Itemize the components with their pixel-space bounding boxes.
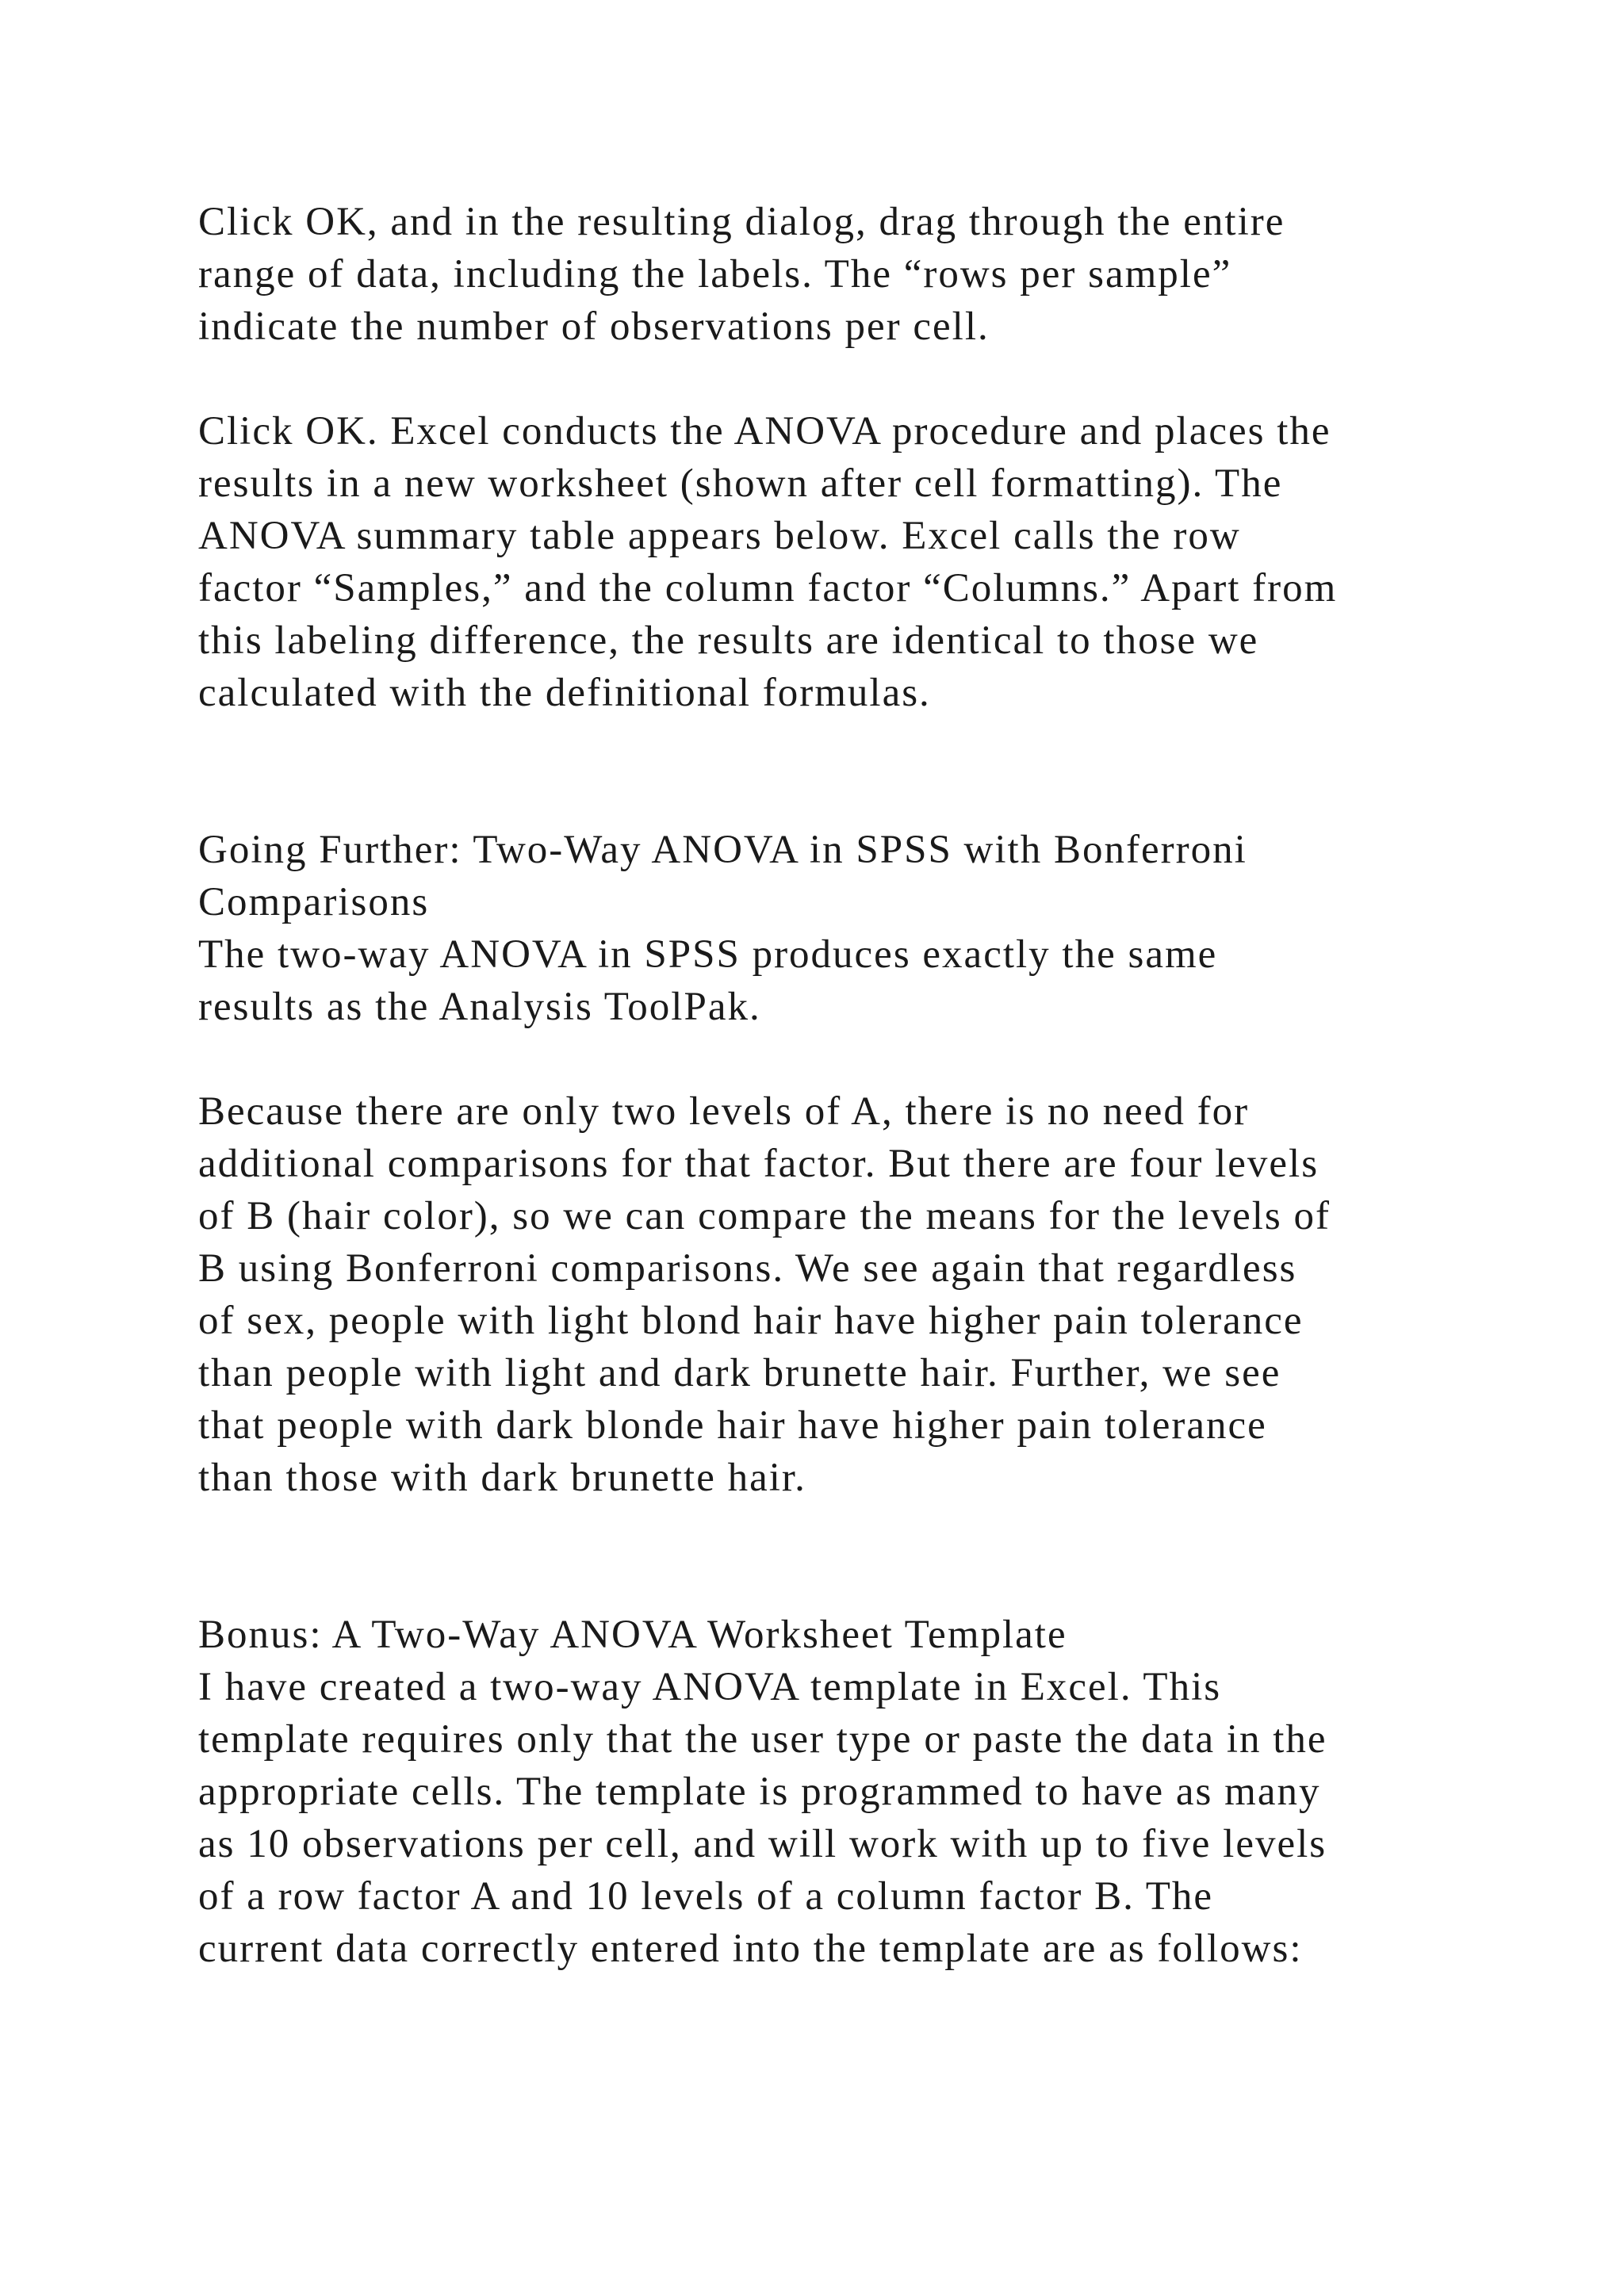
text-line: calculated with the definitional formulas. <box>198 671 931 715</box>
text-line: of B (hair color), so we can compare the means for the levels of <box>198 1194 1331 1238</box>
text-line: ANOVA summary table appears below. Excel calls the row <box>198 514 1241 558</box>
text-line: factor “Samples,” and the column factor “Columns.” Apart from <box>198 566 1338 610</box>
section-spacer <box>198 1504 1435 1609</box>
paragraph-excel-results <box>198 405 1435 719</box>
text-line: I have created a two-way ANOVA template in Excel. This <box>198 1665 1222 1709</box>
text-line: range of data, including the labels. The “rows per sample” <box>198 252 1232 297</box>
text-line: results as the Analysis ToolPak. <box>198 985 761 1029</box>
section-heading: Bonus: A Two-Way ANOVA Worksheet Template <box>198 1613 1067 1657</box>
paragraph-bonferroni <box>198 1085 1435 1504</box>
text-line: B using Bonferroni comparisons. We see again that regardless <box>198 1246 1297 1291</box>
text-line: of a row factor A and 10 levels of a column factor B. The <box>198 1874 1214 1919</box>
text-line: results in a new worksheet (shown after cell formatting). The <box>198 461 1283 506</box>
text-line: The two-way ANOVA in SPSS produces exactly the same <box>198 932 1218 977</box>
text-line: current data correctly entered into the template are as follows: <box>198 1927 1303 1971</box>
section-going-further <box>198 824 1435 1033</box>
document-body <box>198 196 1435 1975</box>
text-line: that people with dark blonde hair have higher pain tolerance <box>198 1403 1267 1448</box>
section-spacer <box>198 719 1435 824</box>
text-line: as 10 observations per cell, and will work with up to five levels <box>198 1822 1327 1866</box>
paragraph-spacer <box>198 353 1435 405</box>
text-line: than people with light and dark brunette hair. Further, we see <box>198 1351 1281 1395</box>
text-line: additional comparisons for that factor. But there are four levels <box>198 1142 1320 1186</box>
paragraph-excel-dialog <box>198 196 1435 353</box>
text-line: appropriate cells. The template is programmed to have as many <box>198 1770 1321 1814</box>
text-line: Because there are only two levels of A, there is no need for <box>198 1089 1250 1134</box>
text-line: indicate the number of observations per cell. <box>198 304 990 349</box>
text-line: Click OK, and in the resulting dialog, drag through the entire <box>198 200 1285 244</box>
text-line: template requires only that the user type or paste the data in the <box>198 1717 1327 1762</box>
section-heading: Going Further: Two-Way ANOVA in SPSS with Bonferroni <box>198 828 1247 872</box>
text-line: this labeling difference, the results are identical to those we <box>198 618 1259 663</box>
section-heading: Comparisons <box>198 880 430 924</box>
section-bonus-template <box>198 1609 1435 1975</box>
paragraph-spacer <box>198 1033 1435 1085</box>
text-line: Click OK. Excel conducts the ANOVA procedure and places the <box>198 409 1331 453</box>
text-line: than those with dark brunette hair. <box>198 1456 806 1500</box>
text-line: of sex, people with light blond hair have higher pain tolerance <box>198 1299 1304 1343</box>
